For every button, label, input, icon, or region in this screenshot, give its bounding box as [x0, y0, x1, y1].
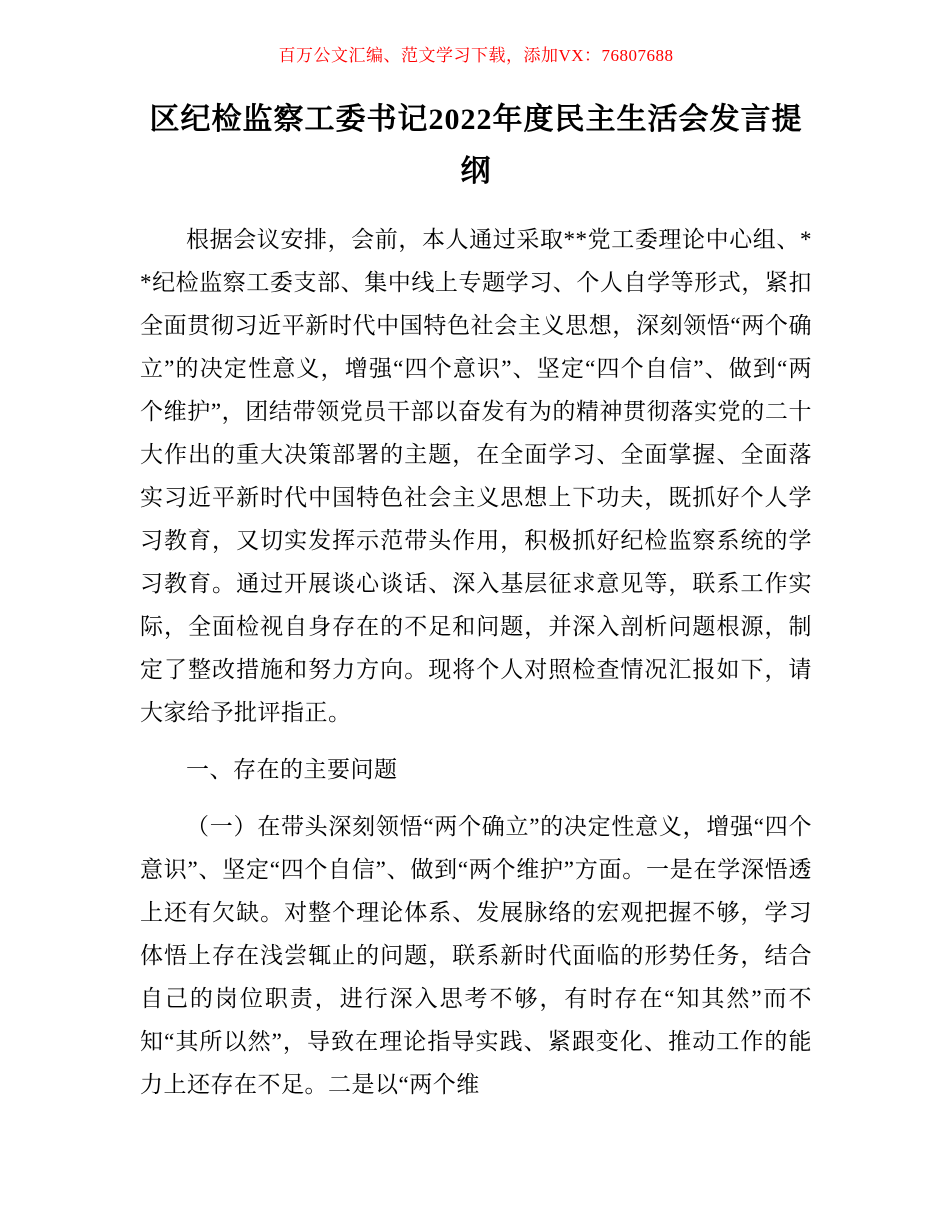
promo-notice: 百万公文汇编、范文学习下载，添加VX：76807688 [278, 46, 674, 65]
intro-paragraph: 根据会议安排，会前，本人通过采取**党工委理论中心组、**纪检监察工委支部、集中线上专题学习、个人自学等形式，紧扣全面贯彻习近平新时代中国特色社会主义思想，深刻领悟“两个确立”的决定性意义，增强“四个意识”、坚定“四个自信”、做到“两个维护”，团结带领党员干部以奋发有为的精神贯彻落实党的二十大作出的重大决策部署的主题，在全面学习、全面掌握、全面落实习近平新时代中国特色社会主义思想上下功夫，既抓好个人学习教育，又切实发挥示范带头作用，积极抓好纪检监察系统的学习教育。通过开展谈心谈话、深入基层征求意见等，联系工作实际，全面检视自身存在的不足和问题，并深入剖析问题根源，制定了整改措施和努力方向。现将个人对照检查情况汇报如下，请大家给予批评指正。 [140, 227, 812, 725]
section-heading: 一、存在的主要问题 [186, 757, 398, 782]
document-title: 区纪检监察工委书记2022年度民主生活会发言提纲 [149, 103, 803, 188]
section-paragraph: （一）在带头深刻领悟“两个确立”的决定性意义，增强“四个意识”、坚定“四个自信”、做到“两个维护”方面。一是在学深悟透上还有欠缺。对整个理论体系、发展脉络的宏观把握不够，学习体悟上存在浅尝辄止的问题，联系新时代面临的形势任务，结合自己的岗位职责，进行深入思考不够，有时存在“知其然”而不知“其所以然”，导致在理论指导实践、紧跟变化、推动工作的能力上还存在不足。二是以“两个维 [140, 814, 812, 1097]
